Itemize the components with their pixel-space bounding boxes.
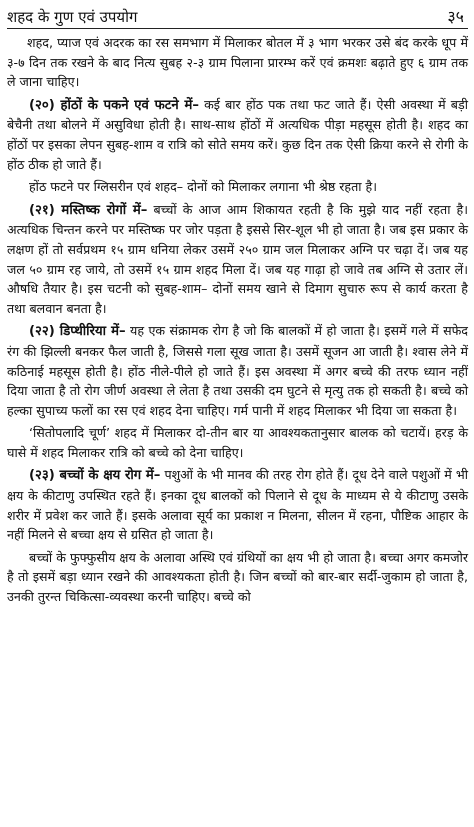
- page-header: [7, 0, 468, 29]
- paragraph-text: कई बार होंठ पक तथा फट जाते हैं। ऐसी अवस्था में बड़ी बेचैनी तथा बोलने में असुविधा होती है। साथ-साथ होंठों में अत्यधिक पीड़ा महसूस होती है। शहद का होंठों पर इसका लेपन सुबह-शाम व रात्रि को सोते समय करें। कुछ दिन तक ऐसी क्रिया करने से रोगी के होंठ ठीक हो जाते हैं।: [7, 96, 468, 172]
- section-heading: (२०) होंठों के पकने एवं फटने में–: [29, 97, 199, 113]
- paragraph-text: बच्चों के फुफ्फुसीय क्षय के अलावा अस्थि एवं ग्रंथियों का क्षय भी हो जाता है। बच्चा अगर कमजोर है तो इसमें बड़ा ध्यान रखने की आवश्यकता होती है। जिन बच्चों को बार-बार सर्दी-जुकाम हो जाता है, उनकी तुरन्त चिकित्सा-व्यवस्था करनी चाहिए। बच्चे को: [7, 549, 468, 605]
- paragraph-text: पशुओं के भी मानव की तरह रोग होते हैं। दूध देने वाले पशुओं में भी क्षय के कीटाणु उपस्थित रहते हैं। इनका दूध बालकों को पिलाने से दूध के माध्यम से ये कीटाणु उसके शरीर में प्रवेश कर जाते हैं। इसके अलावा सूर्य का प्रकाश न मिलना, सीलन में रहना, पौष्टिक आहार के नहीं मिलने से बच्चा क्षय से ग्रसित हो जाता है।: [7, 467, 468, 543]
- section-heading: (२३) बच्चों के क्षय रोग में–: [29, 468, 161, 484]
- running-title: शहद के गुण एवं उपयोग: [7, 8, 138, 26]
- paragraph: [7, 465, 468, 544]
- paragraph: [7, 33, 468, 92]
- paragraph-text: बच्चों के आज आम शिकायत रहती है कि मुझे याद नहीं रहता है। अत्यधिक चिन्तन करने पर मस्तिष्क पर जोर पड़ता है इससे सिर-शूल भी हो जाता है। जब इस प्रकार के लक्षण हों तो सर्वप्रथम १५ ग्राम धनिया लेकर उसमें २५० ग्राम जल मिलाकर अग्नि पर चढ़ा दें। जब यह जल ५० ग्राम रह जाये, तो उसमें १५ ग्राम शहद मिला दें। जब यह गाढ़ा हो जावे तब अग्नि से उतार लें। औषधि तैयार है। इस चटनी को सुबह-शाम– दोनों समय खाने से दिमाग सुचारु रूप से कार्य करता है तथा बलवान बनता है।: [7, 201, 469, 316]
- paragraph-text: ‘सितोपलादि चूर्ण’ शहद में मिलाकर दो-तीन बार या आवश्यकतानुसार बालक को चटायें। हरड़ के घासे में शहद मिलाकर रात्रि को बच्चे को देना चाहिए।: [7, 425, 468, 460]
- paragraph: [7, 200, 468, 319]
- section-heading: (२१) मस्तिष्क रोगों में–: [29, 202, 148, 218]
- paragraph-text: होंठ फटने पर ग्लिसरीन एवं शहद– दोनों को मिलाकर लगाना भी श्रेष्ठ रहता है।: [29, 179, 377, 195]
- paragraph: [7, 321, 468, 420]
- paragraph: [7, 177, 468, 197]
- paragraph: [7, 95, 468, 174]
- paragraph: [7, 548, 468, 607]
- page-number: ३५: [447, 7, 464, 26]
- paragraph-text: यह एक संक्रामक रोग है जो कि बालकों में हो जाता है। इसमें गले में सफेद रंग की झिल्ली बनकर फैल जाती है, जिससे गला सूख जाता है। उसमें सूजन आ जाती है। श्वास लेने में कठिनाई महसूस होती है। होंठ नीले-पीले हो जाते हैं। इस अवस्था में अगर बच्चे की तरफ ध्यान नहीं दिया जाता है तो रोग जीर्ण अवस्था ले लेता है तथा उसकी दम घुटने से मृत्यु तक हो सकती है। बच्चे को हल्का सुपाच्य फलों का रस एवं शहद देना चाहिए। गर्म पानी में शहद मिलाकर भी दिया जा सकता है।: [7, 323, 468, 418]
- section-heading: (२२) डिप्थीरिया में–: [29, 324, 126, 340]
- paragraph-text: शहद, प्याज एवं अदरक का रस समभाग में मिलाकर बोतल में ३ भाग भरकर उसे बंद करके धूप में ३-७ दिन तक रखने के बाद नित्य सुबह २-३ ग्राम पिलाना प्रारम्भ करें एवं क्रमशः बढ़ाते हुए ६ ग्राम तक ले जाना चाहिए।: [7, 35, 468, 90]
- paragraph: [7, 423, 468, 462]
